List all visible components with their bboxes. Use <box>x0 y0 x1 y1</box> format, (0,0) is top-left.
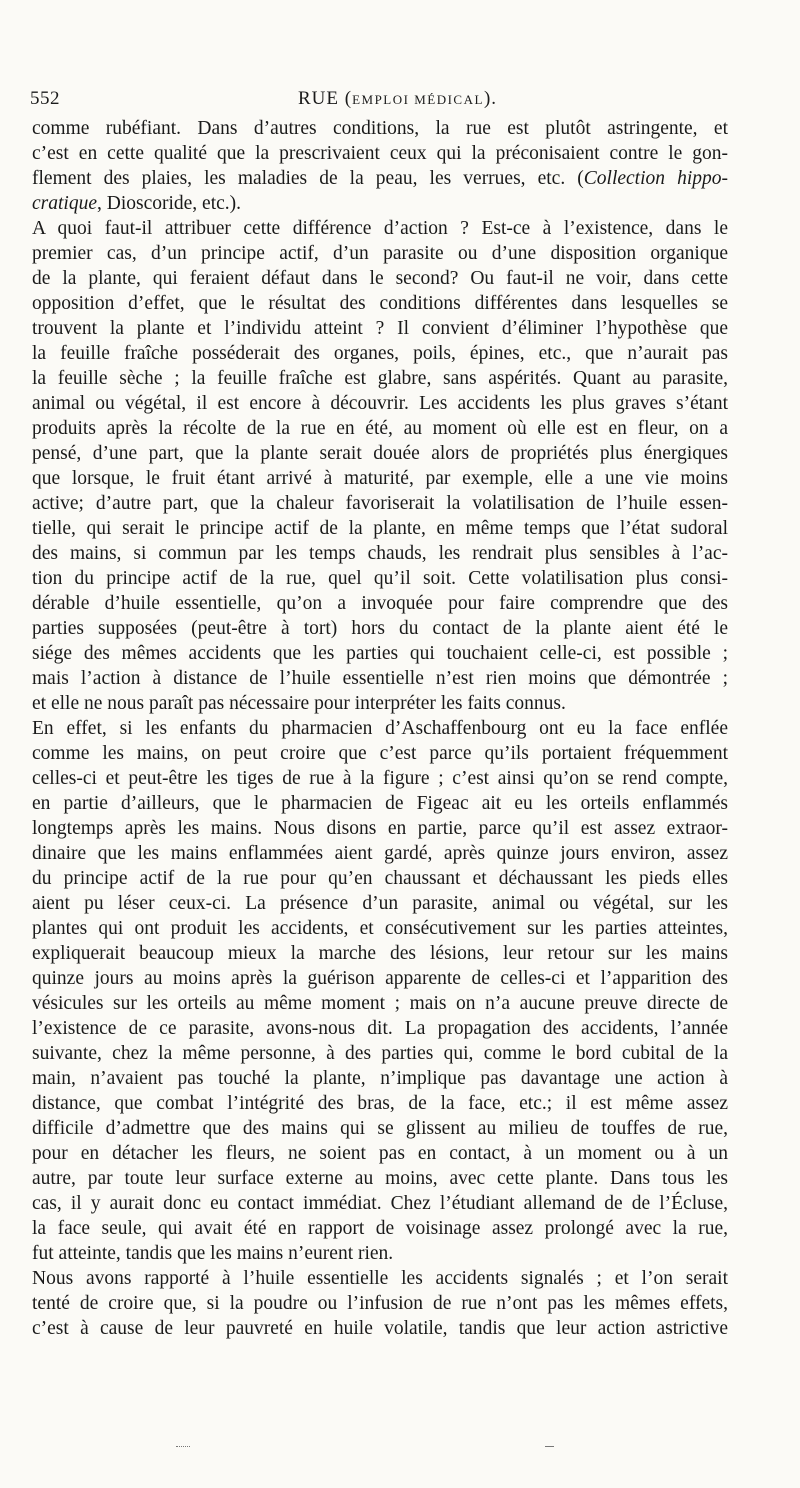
text-line: dérable d’huile essentielle, qu’on a invoquée pour faire comprendre que des <box>32 593 728 614</box>
text-line: parties supposées (peut-être à tort) hors du contact de la plante aient été le <box>32 618 728 639</box>
text-line: vésicules sur les orteils au même moment ; mais on n’a aucune preuve directe de <box>32 993 728 1014</box>
text-segment: flement des plaies, les maladies de la peau, les verrues, etc. ( <box>32 168 584 189</box>
text-line: des mains, si commun par les temps chauds, les rendrait plus sensibles à l’ac- <box>32 543 728 564</box>
text-line: En effet, si les enfants du pharmacien d’Aschaffenbourg ont eu la face enflée <box>32 718 728 739</box>
text-line: suivante, chez la même personne, à des parties qui, comme le bord cubital de la <box>32 1043 728 1064</box>
text-line: opposition d’effet, que le résultat des conditions différentes dans lesquelles se <box>32 293 728 314</box>
text-line <box>32 166 728 191</box>
text-line: distance, que combat l’intégrité des bras, de la face, etc.; il est même assez <box>32 1093 728 1114</box>
running-title-open: ( <box>339 88 353 109</box>
text-line: comme rubéfiant. Dans d’autres conditions, la rue est plutôt astringente, et <box>32 118 728 139</box>
text-line: active; d’autre part, que la chaleur favoriserait la volatilisation de l’huile essen- <box>32 493 728 514</box>
text-line: plantes qui ont produit les accidents, et consécutivement sur les parties atteintes, <box>32 918 728 939</box>
text-line: pour en détacher les fleurs, ne soient pas en contact, à un moment ou à un <box>32 1143 728 1164</box>
text-line: autre, par toute leur surface externe au moins, avec cette plante. Dans tous les <box>32 1168 728 1189</box>
citation-italic: Collection hippo- <box>583 168 728 189</box>
text-line: l’existence de ce parasite, avons-nous dit. La propagation des accidents, l’année <box>32 1018 728 1039</box>
text-line: la feuille sèche ; la feuille fraîche est glabre, sans aspérités. Quant au parasite, <box>32 368 728 389</box>
body-text <box>32 116 728 1341</box>
text-line: animal ou végétal, il est encore à découvrir. Les accidents les plus graves s’étant <box>32 393 728 414</box>
text-line: tielle, qui serait le principe actif de la plante, en même temps que l’état sudoral <box>32 518 728 539</box>
citation-italic: cratique <box>32 193 97 214</box>
running-header <box>30 88 740 114</box>
text-line <box>32 191 728 216</box>
text-line: tenté de croire que, si la poudre ou l’infusion de rue n’ont pas les mêmes effets, <box>32 1293 728 1314</box>
footer-dash <box>545 1446 554 1447</box>
text-line: du principe actif de la rue pour qu’en chaussant et déchaussant les pieds elles <box>32 868 728 889</box>
text-segment: , Dioscoride, etc.). <box>96 193 242 214</box>
text-line: mais l’action à distance de l’huile essentielle n’est rien moins que démontrée ; <box>32 668 728 689</box>
text-line: fut atteinte, tandis que les mains n’eurent rien. <box>32 1243 394 1264</box>
text-line: tion du principe actif de la rue, quel qu’il soit. Cette volatilisation plus consi- <box>32 568 728 589</box>
text-line: et elle ne nous paraît pas nécessaire pour interpréter les faits connus. <box>32 693 566 714</box>
text-line: dinaire que les mains enflammées aient gardé, après quinze jours environ, assez <box>32 843 728 864</box>
text-line: de la plante, qui feraient défaut dans le second? Ou faut-il ne voir, dans cette <box>32 268 728 289</box>
text-line: quinze jours au moins après la guérison apparente de celles-ci et l’apparition des <box>32 968 728 989</box>
text-line: A quoi faut-il attribuer cette différence d’action ? Est-ce à l’existence, dans le <box>32 218 728 239</box>
text-line: la face seule, qui avait été en rapport de voisinage assez prolongé avec la rue, <box>32 1218 728 1239</box>
text-line: difficile d’admettre que des mains qui se glissent au milieu de touffes de rue, <box>32 1118 728 1139</box>
text-line: comme les mains, on peut croire que c’est parce qu’ils portaient fréquemment <box>32 743 728 764</box>
running-title-small-caps: EMPLOI MÉDICAL <box>352 92 484 107</box>
text-line: c’est en cette qualité que la prescrivaient ceux qui la préconisaient contre le gon- <box>32 143 728 164</box>
running-title-close: ). <box>483 88 498 109</box>
text-line: aient pu léser ceux-ci. La présence d’un parasite, animal ou végétal, sur les <box>32 893 728 914</box>
text-line: la feuille fraîche posséderait des organes, poils, épines, etc., que n’aurait pas <box>32 343 728 364</box>
text-line: trouvent la plante et l’individu atteint ? Il convient d’éliminer l’hypothèse que <box>32 318 728 339</box>
text-line: Nous avons rapporté à l’huile essentielle les accidents signalés ; et l’on serait <box>32 1268 728 1289</box>
text-line: cas, il y aurait donc eu contact immédiat. Chez l’étudiant allemand de de l’Écluse, <box>32 1193 728 1214</box>
text-line: expliquerait beaucoup mieux la marche des lésions, leur retour sur les mains <box>32 943 728 964</box>
text-line: premier cas, d’un principe actif, d’un parasite ou d’une disposition organique <box>32 243 728 264</box>
page-footer-marks <box>0 1446 800 1456</box>
text-line: siége des mêmes accidents que les parties qui touchaient celle-ci, est possible ; <box>32 643 728 664</box>
running-title-main: RUE <box>298 88 339 109</box>
page-number: 552 <box>30 88 60 109</box>
footer-dots <box>176 1446 190 1447</box>
text-line: main, n’avaient pas touché la plante, n’implique pas davantage une action à <box>32 1068 728 1089</box>
running-title <box>298 88 497 110</box>
text-line: que lorsque, le fruit étant arrivé à maturité, par exemple, elle a une vie moins <box>32 468 728 489</box>
text-line: celles-ci et peut-être les tiges de rue à la figure ; c’est ainsi qu’on se rend compte, <box>32 768 728 789</box>
text-line: en partie d’ailleurs, que le pharmacien de Figeac ait eu les orteils enflammés <box>32 793 728 814</box>
text-line: c’est à cause de leur pauvreté en huile volatile, tandis que leur action astrictive <box>32 1318 728 1339</box>
text-line: longtemps après les mains. Nous disons en partie, parce qu’il est assez extraor- <box>32 818 728 839</box>
text-line: pensé, d’une part, que la plante serait douée alors de propriétés plus énergiques <box>32 443 728 464</box>
text-line: produits après la récolte de la rue en été, au moment où elle est en fleur, on a <box>32 418 728 439</box>
